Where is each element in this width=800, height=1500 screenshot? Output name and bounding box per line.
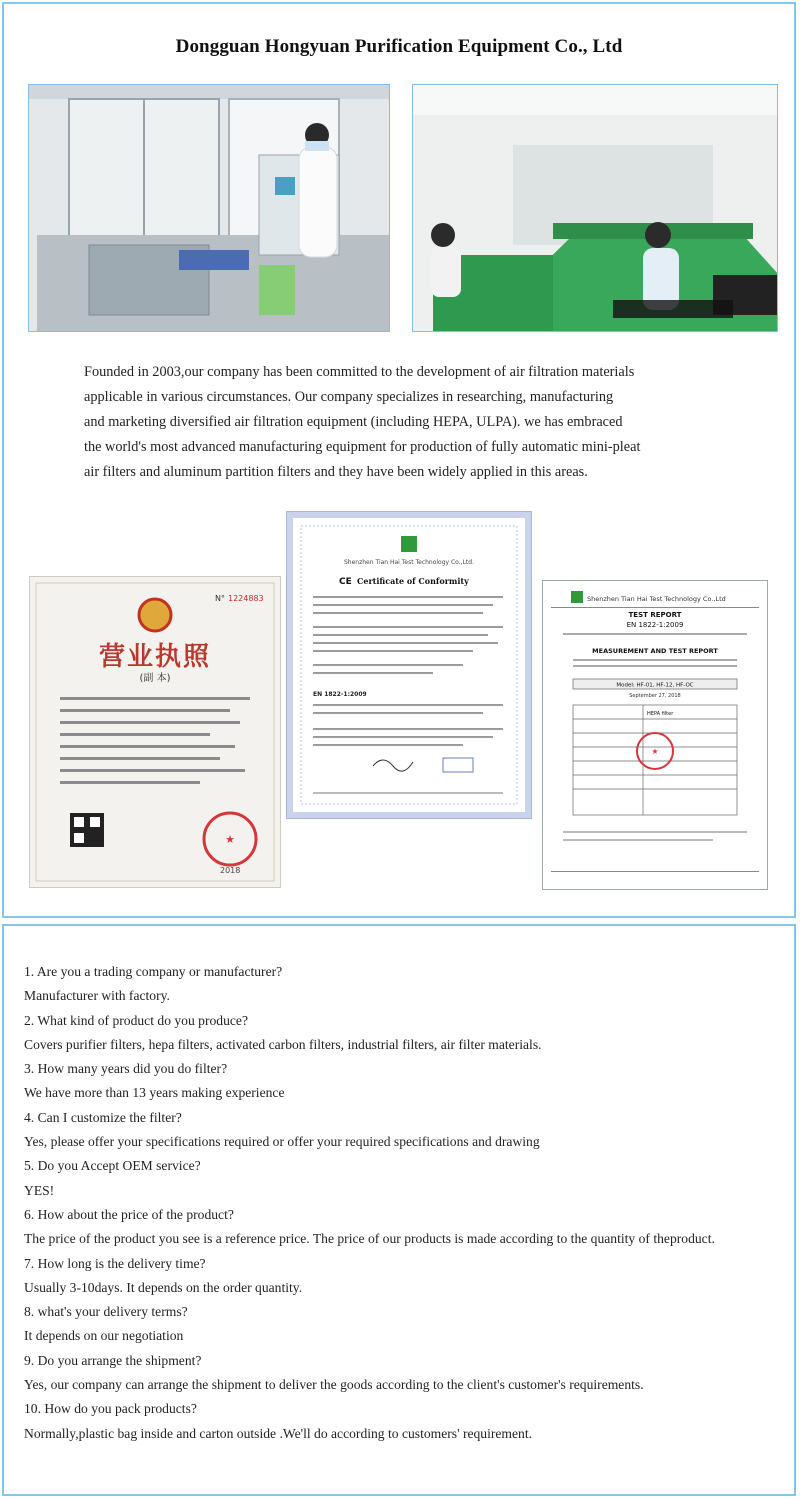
intro-line: applicable in various circumstances. Our company specializes in researching, manufacturing [84,389,614,405]
faq-question: 2. What kind of product do you produce? [24,1012,248,1028]
faq-answer: Covers purifier filters, hepa filters, activated carbon filters, industrial filters, air filter materials. [24,1036,542,1052]
national-emblem-icon [139,599,171,631]
intro-line: air filters and aluminum partition filters and they have been widely applied in this areas. [84,464,588,480]
faq-answer: Usually 3-10days. It depends on the order quantity. [24,1279,303,1295]
license-title: 营业执照 [98,642,212,672]
license-number: 1224883 [228,594,264,603]
production-line-photo [412,84,778,332]
report-title: TEST REPORT [628,611,682,619]
svg-text:★: ★ [651,747,659,756]
business-license-certificate [29,576,281,888]
cleanroom-lab-photo [28,84,390,332]
ce-certificate [287,512,531,818]
faq-question: 8. what's your delivery terms? [24,1304,188,1320]
faq-answer: We have more than 13 years making experience [24,1085,285,1101]
license-year: 2018 [220,866,241,875]
faq-answer: Yes, our company can arrange the shipment to deliver the goods according to the client's customer's requirements. [24,1377,644,1393]
intro-line: the world's most advanced manufacturing equipment for production of fully automatic mini-pleat [84,439,641,455]
faq-question: 5. Do you Accept OEM service? [24,1158,201,1174]
cleanroom-lab-illustration [29,85,390,332]
faq-answer: Yes, please offer your specifications required or offer your required specifications and drawing [24,1134,540,1150]
faq-answer: YES! [24,1182,55,1198]
ce-mark-icon: CE [339,577,352,587]
test-report-certificate [542,580,768,890]
tianhai-logo-icon [401,536,417,552]
intro-line: and marketing diversified air filtration equipment (including HEPA, ULPA). we has embraced [84,414,623,430]
report-standard: EN 1822-1:2009 [626,621,684,629]
report-subtitle: MEASUREMENT AND TEST REPORT [592,647,718,655]
faq-answer: Manufacturer with factory. [24,988,170,1004]
ce-certificate-illustration [293,518,525,812]
tianhai-logo-icon [571,591,583,603]
ce-title: Certificate of Conformity [357,576,469,586]
report-date: September 27, 2018 [629,693,681,699]
license-subtitle: (副 本) [139,673,171,684]
company-intro-text [84,360,744,485]
faq-list [24,960,784,1446]
svg-text:★: ★ [225,833,235,846]
ce-org: Shenzhen Tian Hai Test Technology Co.,Ltd. [344,559,474,566]
faq-question: 7. How long is the delivery time? [24,1255,206,1271]
business-license-illustration [30,577,280,887]
faq-question: 4. Can I customize the filter? [24,1109,182,1125]
faq-question: 10. How do you pack products? [24,1401,197,1417]
test-report-illustration [543,581,767,889]
faq-question: 9. Do you arrange the shipment? [24,1352,202,1368]
faq-question: 6. How about the price of the product? [24,1206,234,1222]
production-line-illustration [413,85,778,332]
company-intro-panel [2,2,796,918]
report-product: HEPA filter [647,711,674,717]
ce-standard: EN 1822-1:2009 [313,691,367,698]
report-model: Model: HF-01, HF-12, HF-OC [616,682,694,689]
faq-answer: The price of the product you see is a reference price. The price of our products is made according to the quantity of theproduct. [24,1231,715,1247]
faq-answer: It depends on our negotiation [24,1328,184,1344]
intro-line: Founded in 2003,our company has been committed to the development of air filtration materials [84,364,635,380]
faq-panel [2,924,796,1496]
faq-answer: Normally,plastic bag inside and carton outside .We'll do according to customers' requirement. [24,1425,533,1441]
faq-question: 3. How many years did you do filter? [24,1061,228,1077]
company-title: Dongguan Hongyuan Purification Equipment Co., Ltd [175,36,623,57]
license-number-label: N° [215,594,225,603]
report-org: Shenzhen Tian Hai Test Technology Co.,Ltd [587,595,726,603]
faq-question: 1. Are you a trading company or manufacturer? [24,964,283,979]
